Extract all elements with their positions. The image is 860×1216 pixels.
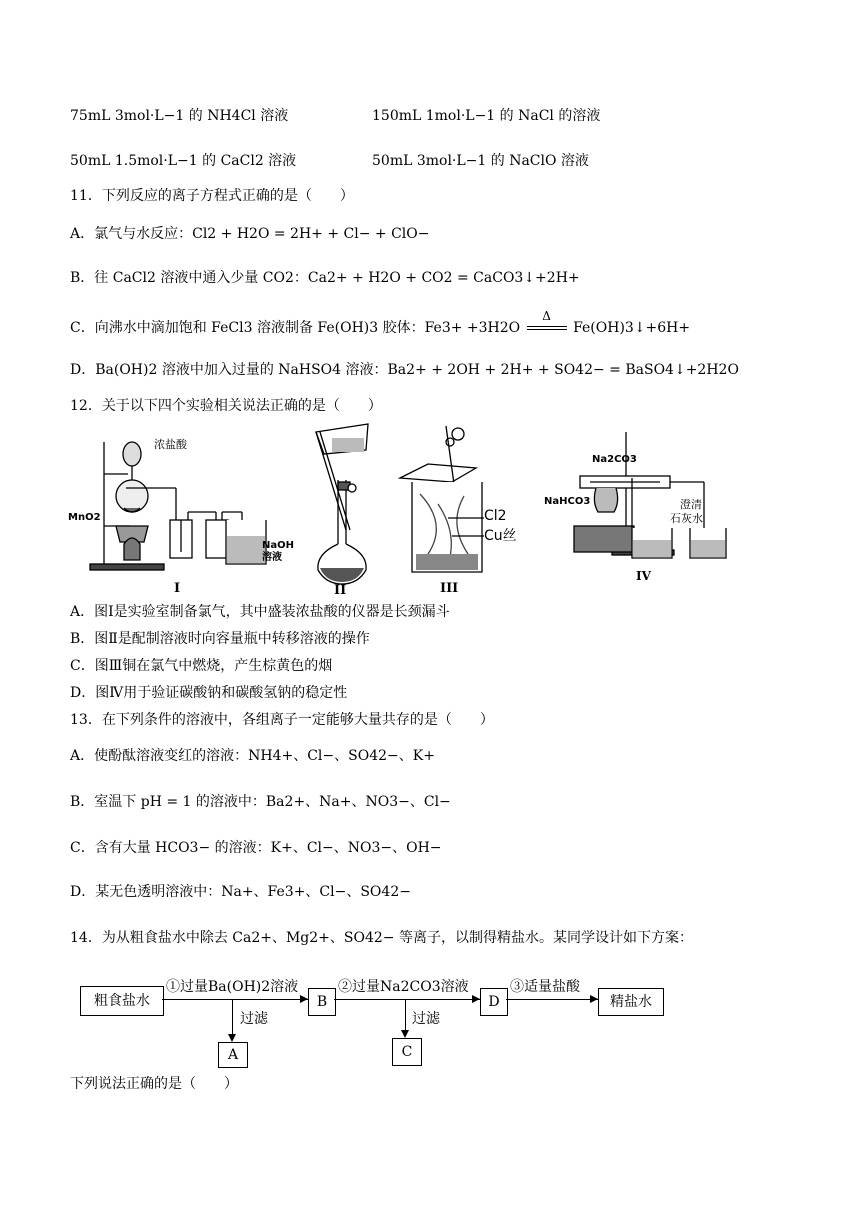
- q11-option-c: C．向沸水中滴加饱和 FeCl3 溶液制备 Fe(OH)3 胶体：Fe3+ +3H2O Δ Fe(OH)3↓+6H+: [70, 318, 690, 338]
- q14-follow-up: 下列说法正确的是（ ）: [70, 1076, 238, 1092]
- q12-option-c: C．图Ⅲ铜在氯气中燃烧，产生棕黄色的烟: [70, 658, 333, 674]
- q10-option-c: 50mL 1.5mol·L−1 的 CaCl2 溶液: [70, 153, 297, 169]
- q12-option-b: B．图Ⅱ是配制溶液时向容量瓶中转移溶液的操作: [70, 631, 370, 647]
- q11-option-d: D．Ba(OH)2 溶液中加入过量的 NaHSO4 溶液：Ba2+ + 2OH + 2H+ + SO42− = BaSO4↓+2H2O: [70, 362, 739, 378]
- figure-label-2: II: [334, 583, 347, 596]
- flow-box-c: C: [392, 1038, 422, 1066]
- q10-option-d: 50mL 3mol·L−1 的 NaClO 溶液: [372, 153, 589, 169]
- apparatus-figure-1: [66, 424, 296, 596]
- q14-stem: 14．为从粗食盐水中除去 Ca2+、Mg2+、SO42− 等离子，以制得精盐水。某同学设计如下方案：: [70, 930, 693, 946]
- flow-start-box: 粗食盐水: [80, 986, 164, 1016]
- flow-filter-2: 过滤: [412, 1011, 440, 1027]
- label-conc-hcl: 浓盐酸: [154, 438, 187, 451]
- q10-option-b: 150mL 1mol·L−1 的 NaCl 的溶液: [372, 108, 601, 124]
- q12-stem: 12．关于以下四个实验相关说法正确的是（ ）: [70, 398, 382, 414]
- figure-label-1: I: [174, 581, 181, 596]
- apparatus-figure-3: [398, 424, 518, 596]
- flow-box-a: A: [218, 1042, 248, 1068]
- label-naoh: NaOH: [262, 540, 294, 551]
- q13-option-a: A．使酚酞溶液变红的溶液：NH4+、Cl−、SO42−、K+: [70, 748, 435, 764]
- flow-step-1: ①过量Ba(OH)2溶液: [166, 979, 299, 995]
- label-cu-wire: Cu丝: [484, 528, 517, 544]
- q13-option-d: D．某无色透明溶液中：Na+、Fe3+、Cl−、SO42−: [70, 884, 411, 900]
- flow-box-b: B: [308, 988, 336, 1016]
- label-limewater-1: 澄清: [680, 498, 702, 511]
- label-naoh-solution: 溶液: [262, 552, 282, 563]
- label-mno2: MnO2: [68, 512, 101, 523]
- flow-step-3: ③适量盐酸: [510, 979, 580, 995]
- flow-end-box: 精盐水: [598, 988, 664, 1016]
- q11-option-a: A．氯气与水反应：Cl2 + H2O = 2H+ + Cl− + ClO−: [70, 226, 430, 242]
- q12-option-a: A．图Ⅰ是实验室制备氯气，其中盛装浓盐酸的仪器是长颈漏斗: [70, 604, 450, 620]
- q12-option-d: D．图Ⅳ用于验证碳酸钠和碳酸氢钠的稳定性: [70, 685, 348, 701]
- q10-option-a: 75mL 3mol·L−1 的 NH4Cl 溶液: [70, 108, 289, 124]
- figure-label-4: IV: [636, 569, 651, 583]
- figure-label-3: III: [440, 581, 459, 596]
- label-cl2: Cl2: [484, 508, 507, 524]
- q11-option-b: B．往 CaCl2 溶液中通入少量 CO2：Ca2+ + H2O + CO2 = CaCO3↓+2H+: [70, 270, 580, 286]
- q13-option-c: C．含有大量 HCO3− 的溶液：K+、Cl−、NO3−、OH−: [70, 840, 442, 856]
- label-limewater-2: 石灰水: [670, 512, 703, 525]
- apparatus-figure-4: [540, 428, 740, 588]
- flow-box-d: D: [480, 988, 508, 1016]
- label-na2co3: Na2CO3: [592, 454, 637, 465]
- apparatus-figure-2: [296, 420, 386, 596]
- label-nahco3: NaHCO3: [544, 496, 591, 507]
- q13-option-b: B．室温下 pH = 1 的溶液中：Ba2+、Na+、NO3−、Cl−: [70, 794, 451, 810]
- q11-stem: 11．下列反应的离子方程式正确的是（ ）: [70, 188, 354, 204]
- q13-stem: 13．在下列条件的溶液中，各组离子一定能够大量共存的是（ ）: [70, 712, 494, 728]
- heat-symbol: Δ: [542, 309, 551, 323]
- flow-step-2: ②过量Na2CO3溶液: [338, 979, 469, 995]
- flow-filter-1: 过滤: [240, 1011, 268, 1027]
